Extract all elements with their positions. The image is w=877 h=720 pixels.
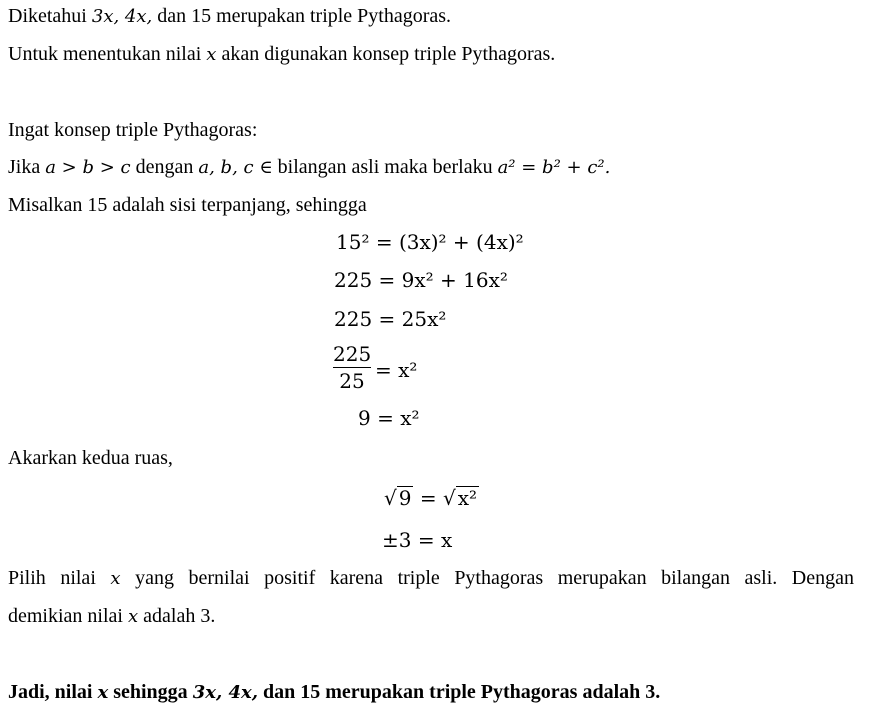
choose-line2-suffix: adalah 3.: [138, 605, 216, 627]
intro-method-prefix: Untuk menentukan nilai: [8, 43, 207, 65]
concept-rule-condition: a > b > c: [45, 157, 131, 178]
step-4-fraction: [333, 342, 371, 393]
intro-method-line: [8, 42, 555, 67]
root-left-radicand: 9: [398, 486, 412, 510]
concept-rule-mid: dengan: [130, 156, 199, 178]
choose-line2-var: x: [127, 606, 139, 627]
root-label: Akarkan kedua ruas,: [8, 447, 173, 469]
intro-known-line: [8, 4, 451, 29]
choose-line-2: [8, 604, 215, 629]
step-4-denominator: 25: [339, 369, 365, 393]
intro-method-var: x: [206, 44, 217, 65]
concept-rule-formula: a² = b² + c².: [497, 157, 611, 178]
choose-line1-var: x: [110, 568, 121, 589]
fraction-bar: [333, 367, 371, 368]
conclusion-suffix: dan 15 merupakan triple Pythagoras adalah 3.: [258, 681, 661, 703]
step-1: 15² = (3x)² + (4x)²: [336, 230, 524, 254]
choose-line1-suffix: yang bernilai positif karena triple Pythagoras merupakan bilangan asli. Dengan: [120, 567, 854, 589]
root-step-1: [384, 485, 479, 511]
concept-rule-line: [8, 155, 610, 180]
concept-rule-set: a, b, c ∈: [198, 157, 273, 178]
concept-rule-mid2: bilangan asli maka berlaku: [272, 156, 498, 178]
root-step-2: ±3 = x: [382, 528, 453, 552]
root-right-radicand: x²: [457, 486, 478, 510]
concept-assume: Misalkan 15 adalah sisi terpanjang, sehingga: [8, 194, 367, 216]
choose-line1-prefix: Pilih nilai: [8, 567, 111, 589]
intro-known-prefix: Diketahui: [8, 5, 92, 27]
step-4-rhs: = x²: [375, 358, 418, 382]
step-3: 225 = 25x²: [334, 307, 447, 331]
conclusion-prefix: Jadi, nilai: [8, 681, 98, 703]
intro-method-suffix: akan digunakan konsep triple Pythagoras.: [216, 43, 556, 65]
conclusion-var: x: [97, 682, 109, 703]
conclusion-line: [8, 680, 660, 705]
choose-line-1: [8, 566, 854, 591]
conclusion-terms: 3x, 4x,: [192, 682, 258, 703]
intro-known-suffix: dan 15 merupakan triple Pythagoras.: [152, 5, 452, 27]
step-2: 225 = 9x² + 16x²: [334, 268, 508, 292]
sqrt-symbol-right: √: [442, 486, 456, 510]
choose-line2-prefix: demikian nilai: [8, 605, 128, 627]
step-5: 9 = x²: [358, 406, 420, 430]
sqrt-symbol-left: √: [384, 486, 397, 510]
step-4-numerator: 225: [333, 342, 372, 366]
concept-rule-prefix: Jika: [8, 156, 46, 178]
root-step-1-equals: =: [413, 486, 443, 510]
conclusion-mid: sehingga: [108, 681, 193, 703]
intro-known-terms: 3x, 4x,: [91, 6, 153, 27]
concept-title: Ingat konsep triple Pythagoras:: [8, 119, 258, 141]
